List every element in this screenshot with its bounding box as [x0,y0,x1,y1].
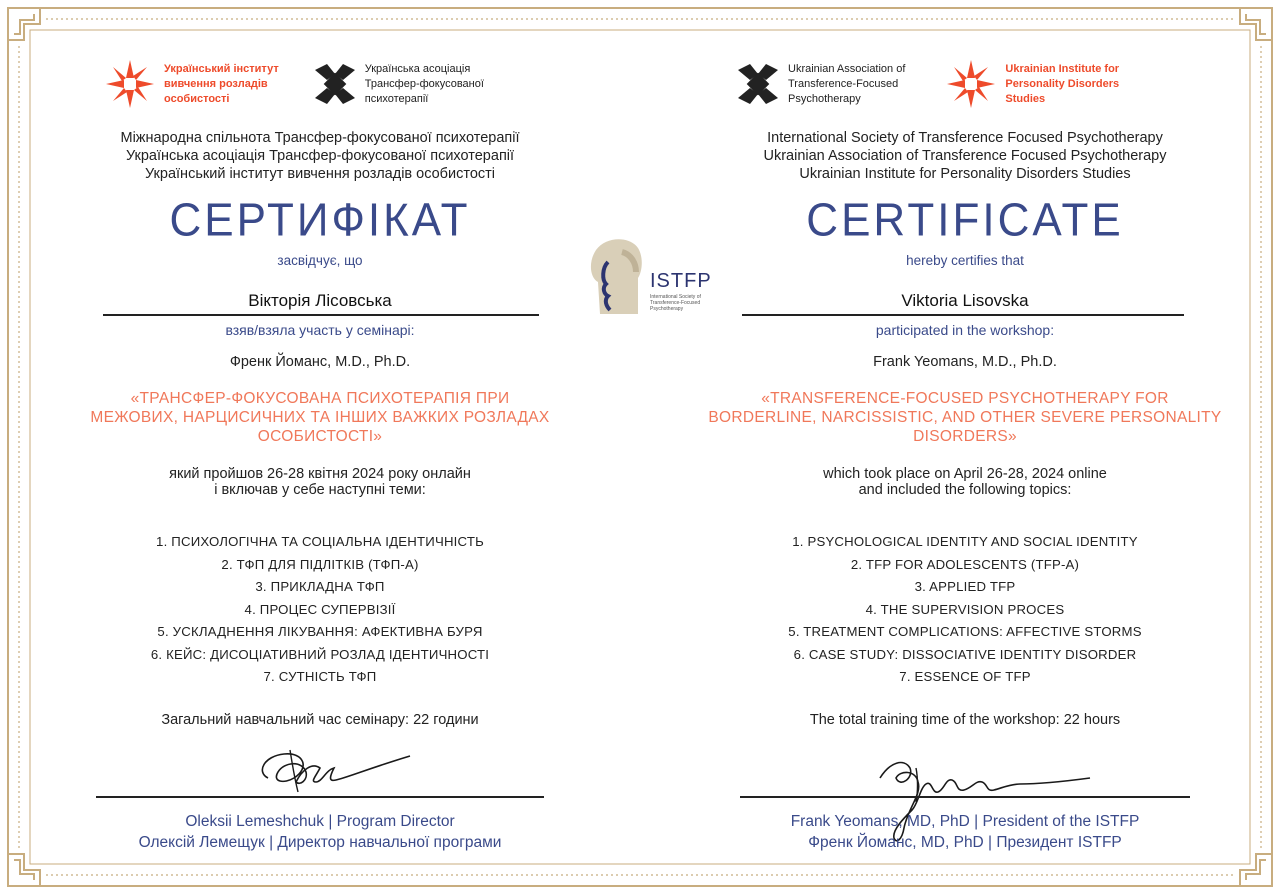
signature-line [96,796,544,798]
took-place-line: який пройшов 26-28 квітня 2024 року онлайн [169,466,471,482]
topic-item: 1. PSYCHOLOGICAL IDENTITY AND SOCIAL IDENTITY [792,534,1138,549]
logo-text-line: Psychotherapy [788,92,861,105]
signature-line [740,796,1190,798]
certificate-title: CERTIFICATE [806,194,1124,247]
ukrainian-association-logo-en [736,62,905,107]
topic-item: 7. ESSENCE OF TFP [899,669,1031,684]
topic-item: 4. THE SUPERVISION PROCES [865,601,1065,617]
topic-item: 6. CASE STUDY: DISSOCIATIVE IDENTITY DISORDER [793,646,1137,662]
workshop-title-line: МЕЖОВИХ, НАРЦИСИЧНИХ ТА ІНШИХ ВАЖКИХ РОЗЛАДАХ [90,409,550,426]
topic-item: 5. TREATMENT COMPLICATIONS: AFFECTIVE STORMS [788,624,1142,639]
logo-text-line: Studies [1005,92,1046,105]
logo-text-line: психотерапії [364,92,429,105]
workshop-title-line: «ТРАНСФЕР-ФОКУСОВАНА ПСИХОТЕРАПІЯ ПРИ [130,390,510,407]
topic-item: 2. TFP FOR ADOLESCENTS (TFP-A) [850,556,1080,572]
organizations-list [40,129,600,183]
signer-line: Френк Йоманс, MD, PhD | Президент ISTFP [808,834,1122,851]
star-burst-icon [104,58,156,110]
certificate-english [690,0,1240,894]
org-line: Ukrainian Institute for Personality Disorders Studies [799,166,1131,182]
org-line: International Society of Transference Focused Psychotherapy [767,130,1163,146]
signer-block [690,811,1240,853]
recipient-name: Вікторія Лісовська [248,291,392,310]
presenter-name: Френк Йоманс, M.D., Ph.D. [229,354,411,370]
topics-list [690,531,1240,689]
logo-text-line: вивчення розладів [164,77,268,90]
took-place-text [690,466,1240,498]
workshop-title-line: ОСОБИСТОСТІ» [257,428,383,445]
logo-text-line: Personality Disorders [1005,77,1120,90]
certificate-title: СЕРТИФІКАТ [169,194,471,247]
logo-text-line: особистості [164,92,230,105]
total-time-text: The total training time of the workshop: 22 hours [809,712,1121,728]
istfp-logo [578,232,712,318]
topic-item: 3. APPLIED TFP [914,579,1016,594]
topics-list [40,531,600,689]
topic-item: 7. СУТНІСТЬ ТФП [263,669,377,684]
ukrainian-institute-logo [104,58,279,110]
logo-text-line: Український інститут [164,62,279,75]
topic-item: 2. ТФП ДЛЯ ПІДЛІТКІВ (ТФП-А) [221,556,419,572]
logo-text-line: Ukrainian Association of [788,62,906,75]
istfp-acronym: ISTFP [650,270,712,292]
took-place-line: і включав у себе наступні теми: [214,482,426,498]
topic-item: 6. КЕЙС: ДИСОЦІАТИВНИЙ РОЗЛАД ІДЕНТИЧНОСТІ [150,646,490,662]
signer-block [40,811,600,853]
topic-item: 1. ПСИХОЛОГІЧНА ТА СОЦІАЛЬНА ІДЕНТИЧНІСТЬ [156,534,484,549]
topic-item: 4. ПРОЦЕС СУПЕРВІЗІЇ [244,601,396,617]
took-place-line: which took place on April 26-28, 2024 online [823,466,1107,482]
workshop-title-line: DISORDERS» [913,428,1017,445]
signer-line: Frank Yeomans, MD, PhD | President of the ISTFP [790,813,1140,830]
star-burst-icon [945,58,997,110]
took-place-line: and included the following topics: [858,482,1072,498]
workshop-title-line: BORDERLINE, NARCISSISTIC, AND OTHER SEVERE PERSONALITY [708,409,1222,426]
recipient-name: Viktoria Lisovska [901,291,1029,310]
topic-item: 5. УСКЛАДНЕННЯ ЛІКУВАННЯ: АФЕКТИВНА БУРЯ [157,624,483,639]
logo-text-line: Ukrainian Institute for [1005,62,1120,75]
association-mark-icon [313,62,357,106]
ukrainian-association-logo [313,62,484,107]
logo-text-line: Transference-Focused [788,77,899,90]
name-underline [103,314,539,316]
signer-line: Oleksii Lemeshchuk | Program Director [185,813,455,830]
org-line: Міжнародна спільнота Трансфер-фокусованої психотерапії [120,130,520,146]
certifies-text: засвідчує, що [277,253,363,268]
workshop-title [40,389,600,446]
certifies-text: hereby certifies that [906,253,1024,268]
logo-text-line: Трансфер-фокусованої [364,77,484,90]
presenter-name: Frank Yeomans, M.D., Ph.D. [873,354,1057,370]
workshop-title-line: «TRANSFERENCE-FOCUSED PSYCHOTHERAPY FOR [761,390,1169,407]
logo-row-right [736,58,1119,110]
association-mark-icon [736,62,780,106]
org-line: Ukrainian Association of Transference Focused Psychotherapy [763,148,1167,164]
istfp-subtitle: International Society of Transference-Focused Psychotherapy [650,294,701,312]
signer-line: Олексій Лемещук | Директор навчальної програми [138,834,502,851]
took-place-text [40,466,600,498]
name-underline [742,314,1184,316]
org-line: Український інститут вивчення розладів особистості [145,166,495,182]
ukrainian-institute-logo-en [945,58,1119,110]
total-time-text: Загальний навчальний час семінару: 22 години [161,712,479,728]
workshop-title [690,389,1240,446]
certificate-ukrainian [40,0,600,894]
participated-text: participated in the workshop: [875,322,1055,338]
organizations-list [690,129,1240,183]
logo-text-line: Українська асоціація [364,62,471,75]
participated-text: взяв/взяла участь у семінарі: [225,322,415,338]
logo-row-left [104,58,484,110]
signature-image [250,742,450,798]
topic-item: 3. ПРИКЛАДНА ТФП [255,579,385,594]
org-line: Українська асоціація Трансфер-фокусованої психотерапії [125,148,515,164]
